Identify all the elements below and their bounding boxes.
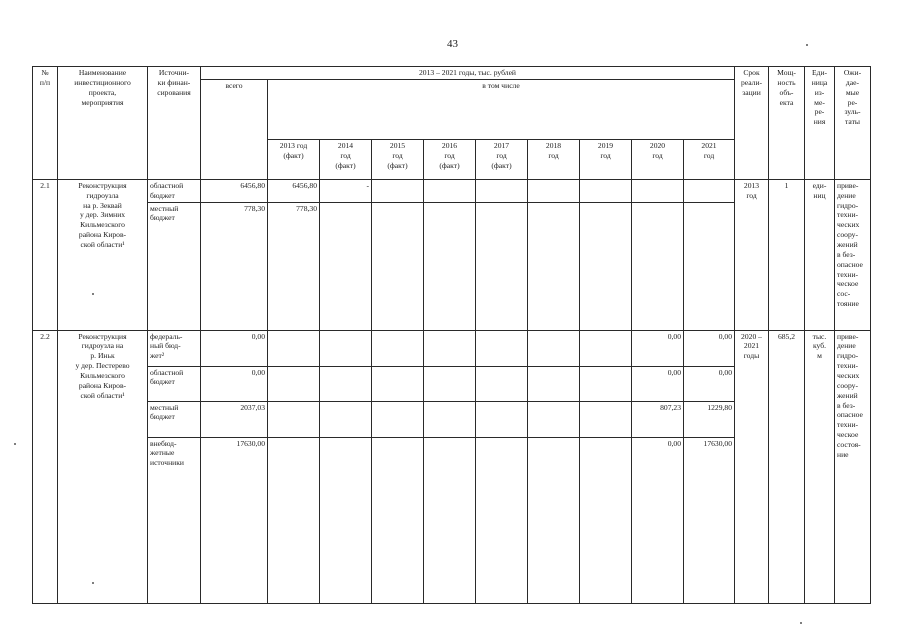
year-amount: 0,00 [632, 330, 684, 366]
header-year: 2013 год (факт) [268, 139, 320, 179]
year-amount [372, 179, 424, 202]
header-funding-source: Источни- ки финан- сирования [148, 67, 201, 180]
funding-source: федераль- ный бюд- жет² [148, 330, 201, 366]
year-amount [632, 179, 684, 202]
year-amount [320, 366, 372, 401]
header-year: 2015 год (факт) [372, 139, 424, 179]
year-amount [684, 202, 735, 330]
year-amount [372, 401, 424, 437]
funding-source: внебюд- жетные источники [148, 437, 201, 603]
year-amount [372, 202, 424, 330]
project-unit: еди- ниц [805, 179, 835, 330]
project-unit: тыс. куб. м [805, 330, 835, 603]
year-amount [580, 366, 632, 401]
year-amount [424, 401, 476, 437]
table-row [33, 179, 871, 202]
year-amount [268, 366, 320, 401]
year-amount [632, 202, 684, 330]
header-year: 2021 год [684, 139, 735, 179]
funding-source: областной бюджет [148, 366, 201, 401]
project-capacity: 685,2 [769, 330, 805, 603]
total-amount: 6456,80 [201, 179, 268, 202]
project-number: 2.2 [33, 330, 58, 603]
year-amount: 0,00 [684, 330, 735, 366]
investment-projects-table [32, 66, 871, 604]
year-amount [528, 366, 580, 401]
total-amount: 17630,00 [201, 437, 268, 603]
scan-speck [92, 293, 94, 295]
project-capacity: 1 [769, 179, 805, 330]
scan-speck [806, 44, 808, 46]
header-term: Срок реали- зации [735, 67, 769, 180]
header-year: 2014 год (факт) [320, 139, 372, 179]
header-year: 2016 год (факт) [424, 139, 476, 179]
project-result: приве- дение гидро- техни- ческих соору- жений в без- опасное техни- ческое состоя- ние [835, 330, 871, 603]
total-amount: 778,30 [201, 202, 268, 330]
year-amount [580, 179, 632, 202]
project-number: 2.1 [33, 179, 58, 330]
year-amount [320, 202, 372, 330]
year-amount [268, 437, 320, 603]
year-amount [424, 179, 476, 202]
year-amount [684, 179, 735, 202]
year-amount [528, 202, 580, 330]
year-amount: 778,30 [268, 202, 320, 330]
project-term: 2020 – 2021 годы [735, 330, 769, 603]
header-year: 2020 год [632, 139, 684, 179]
scan-speck [92, 582, 94, 584]
year-amount: 17630,00 [684, 437, 735, 603]
header-total: всего [201, 79, 268, 179]
year-amount [528, 330, 580, 366]
header-capacity: Мощ- ность объ- екта [769, 67, 805, 180]
project-name: Реконструкция гидроузла на р. Иньк у дер. Пестерево Кильмезского района Киров- ской области¹ [58, 330, 148, 603]
header-period: 2013 – 2021 годы, тыс. рублей [201, 67, 735, 80]
year-amount: 0,00 [632, 366, 684, 401]
year-amount [580, 401, 632, 437]
total-amount: 2037,03 [201, 401, 268, 437]
header-year: 2018 год [528, 139, 580, 179]
year-amount [476, 366, 528, 401]
year-amount [528, 401, 580, 437]
header-number: № п/п [33, 67, 58, 180]
header-expected-result: Ожи- дае- мые ре- зуль- таты [835, 67, 871, 180]
year-amount [320, 330, 372, 366]
year-amount [268, 401, 320, 437]
year-amount [268, 330, 320, 366]
project-term: 2013 год [735, 179, 769, 330]
project-name: Реконструкция гидроузла на р. Зеквай у дер. Зимних Кильмезского района Киров- ской области¹ [58, 179, 148, 330]
year-amount [372, 437, 424, 603]
header-year: 2019 год [580, 139, 632, 179]
year-amount [476, 437, 528, 603]
year-amount: 1229,80 [684, 401, 735, 437]
header-year: 2017 год (факт) [476, 139, 528, 179]
year-amount [424, 366, 476, 401]
funding-source: областной бюджет [148, 179, 201, 202]
scan-speck [14, 443, 16, 445]
year-amount [580, 437, 632, 603]
funding-source: местный бюджет [148, 401, 201, 437]
year-amount [476, 179, 528, 202]
year-amount [580, 330, 632, 366]
total-amount: 0,00 [201, 366, 268, 401]
header-including: в том числе [268, 79, 735, 139]
year-amount [372, 330, 424, 366]
year-amount: 807,23 [632, 401, 684, 437]
table-row [33, 330, 871, 366]
total-amount: 0,00 [201, 330, 268, 366]
year-amount: - [320, 179, 372, 202]
year-amount [528, 179, 580, 202]
year-amount [320, 437, 372, 603]
scan-speck [800, 622, 802, 624]
year-amount [424, 437, 476, 603]
funding-source: местный бюджет [148, 202, 201, 330]
year-amount [372, 366, 424, 401]
year-amount [476, 401, 528, 437]
year-amount: 0,00 [684, 366, 735, 401]
year-amount: 0,00 [632, 437, 684, 603]
project-result: приве- дение гидро- техни- ческих соору- жений в без- опасное техни- ческое сос- тояние [835, 179, 871, 330]
year-amount [476, 330, 528, 366]
page-number: 43 [447, 38, 458, 50]
header-project-name: Наименование инвестиционного проекта, мероприятия [58, 67, 148, 180]
year-amount [424, 330, 476, 366]
year-amount [320, 401, 372, 437]
year-amount [528, 437, 580, 603]
year-amount [476, 202, 528, 330]
year-amount [424, 202, 476, 330]
year-amount [580, 202, 632, 330]
header-unit: Еди- ница из- ме- ре- ния [805, 67, 835, 180]
year-amount: 6456,80 [268, 179, 320, 202]
